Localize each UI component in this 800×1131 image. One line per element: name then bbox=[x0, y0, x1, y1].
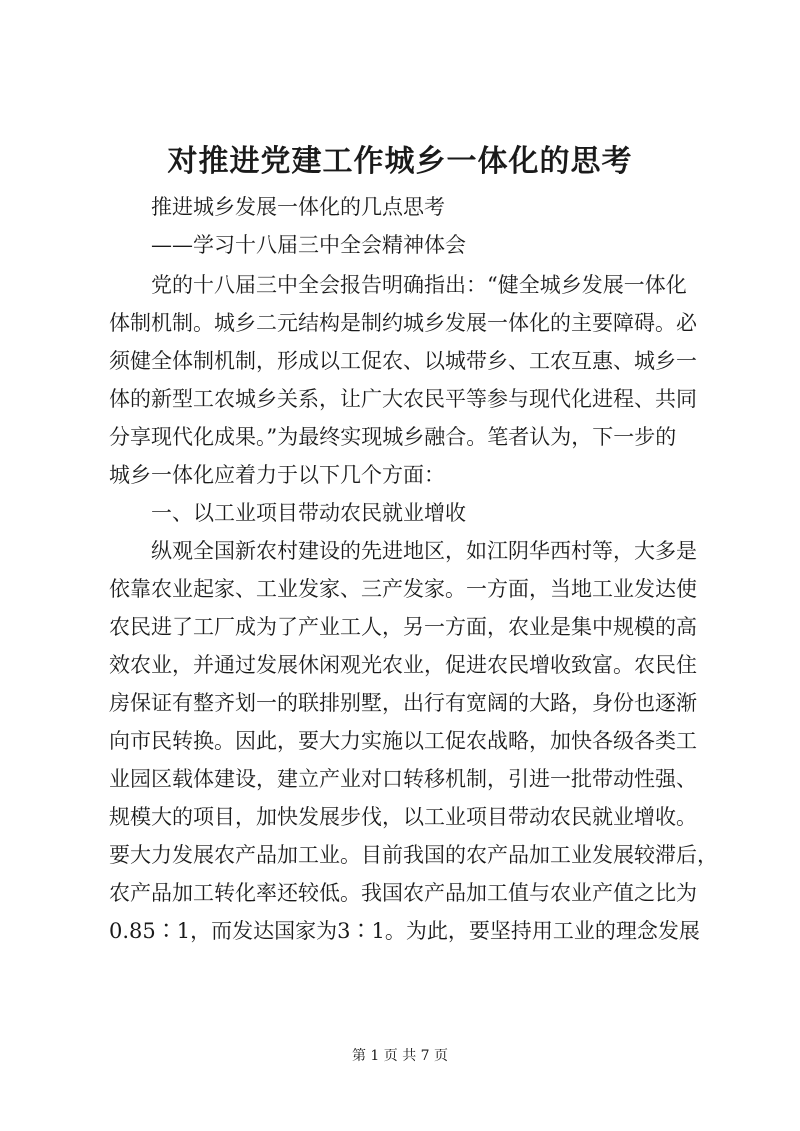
sub-subtitle: ——学习十八届三中全会精神体会 bbox=[151, 233, 466, 257]
paragraph-line: 农民进了工厂成为了产业工人，另一方面，农业是集中规模的高 bbox=[109, 615, 697, 639]
paragraph-line: 依靠农业起家、工业发家、三产发家。一方面，当地工业发达使 bbox=[109, 577, 697, 601]
paragraph-line: 效农业，并通过发展休闲观光农业，促进农民增收致富。农民住 bbox=[109, 653, 697, 677]
paragraph-line: 向市民转换。因此，要大力实施以工促农战略，加快各级各类工 bbox=[109, 729, 697, 753]
paragraph-line: 房保证有整齐划一的联排别墅，出行有宽阔的大路，身份也逐渐 bbox=[109, 691, 697, 715]
paragraph-line: 要大力发展农产品加工业。目前我国的农产品加工业发展较滞后， bbox=[109, 843, 718, 867]
document-title: 对推进党建工作城乡一体化的思考 bbox=[167, 144, 633, 179]
subtitle: 推进城乡发展一体化的几点思考 bbox=[151, 195, 445, 219]
paragraph-line: 分享现代化成果。”为最终实现城乡融合。笔者认为，下一步的 bbox=[109, 425, 677, 449]
paragraph-line: 体制机制。城乡二元结构是制约城乡发展一体化的主要障碍。必 bbox=[109, 311, 697, 335]
paragraph-line: 须健全体制机制，形成以工促农、以城带乡、工农互惠、城乡一 bbox=[109, 349, 697, 373]
paragraph-line: 业园区载体建设，建立产业对口转移机制，引进一批带动性强、 bbox=[109, 767, 697, 791]
paragraph-line: 党的十八届三中全会报告明确指出：“健全城乡发展一体化 bbox=[151, 273, 687, 297]
paragraph-line: 体的新型工农城乡关系，让广大农民平等参与现代化进程、共同 bbox=[109, 387, 697, 411]
section-heading: 一、以工业项目带动农民就业增收 bbox=[151, 501, 466, 525]
page-footer: 第 1 页 共 7 页 bbox=[351, 1048, 449, 1064]
paragraph-line: 纵观全国新农村建设的先进地区，如江阴华西村等，大多是 bbox=[151, 539, 697, 563]
paragraph-line: 0.85∶1，而发达国家为3∶1。为此，要坚持用工业的理念发展 bbox=[109, 919, 700, 943]
paragraph-line: 城乡一体化应着力于以下几个方面： bbox=[109, 463, 445, 487]
paragraph-line: 规模大的项目，加快发展步伐，以工业项目带动农民就业增收。 bbox=[109, 805, 697, 829]
paragraph-line: 农产品加工转化率还较低。我国农产品加工值与农业产值之比为 bbox=[109, 881, 697, 905]
